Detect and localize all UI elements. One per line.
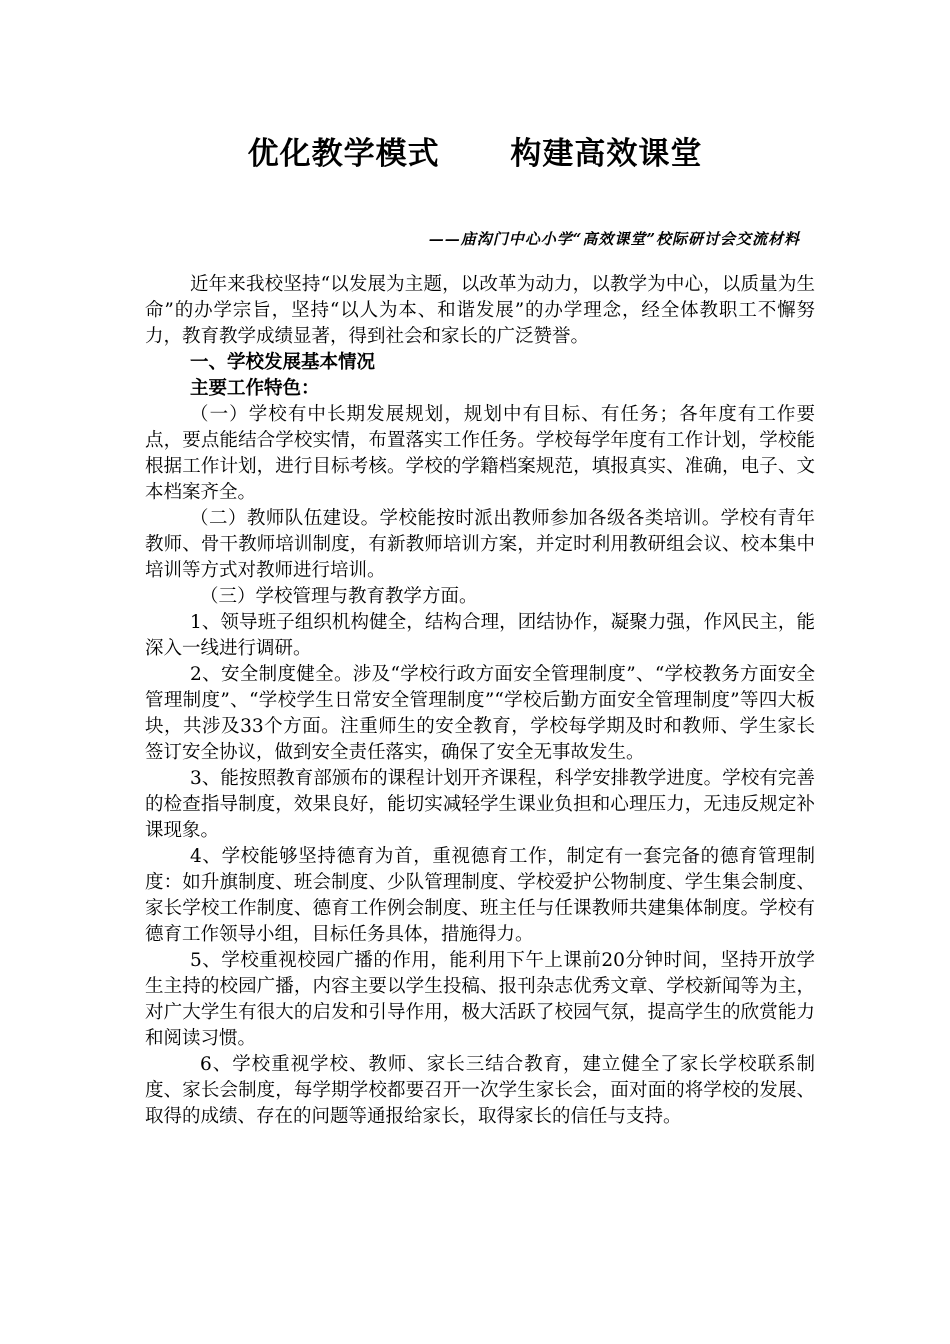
list-item-home-school: 6、学校重视学校、教师、家长三结合教育，建立健全了家长学校联系制度、家长会制度，每学期学校都要召开一次学生家长会，面对面的将学校的发展、取得的成绩、存在的问题等通报给家长，取得家长的信任与支持。 (145, 1054, 815, 1127)
list-item-broadcast: 5、学校重视校园广播的作用，能利用下午上课前20分钟时间，坚持开放学生主持的校园广播，内容主要以学生投稿、报刊杂志优秀文章、学校新闻等为主，对广大学生有很大的启发和引导作用，极大活跃了校园气氛，提高学生的欣赏能力和阅读习惯。 (145, 950, 815, 1049)
list-item-curriculum: 3、能按照教育部颁布的课程计划开齐课程，科学安排教学进度。学校有完善的检查指导制度，效果良好，能切实减轻学生课业负担和心理压力，无违反规定补课现象。 (145, 768, 815, 841)
list-item-safety: 2、安全制度健全。涉及“学校行政方面安全管理制度”、“学校教务方面安全管理制度”、“学校学生日常安全管理制度”“学校后勤方面安全管理制度”等四大板块，共涉及33个方面。注重师生的安全教育，学校每学期及时和教师、学生家长签订安全协议，做到安全责任落实，确保了安全无事故发生。 (145, 664, 815, 763)
paragraph-planning: （一）学校有中长期发展规划，规划中有目标、有任务；各年度有工作要点，要点能结合学校实情，布置落实工作任务。学校每学年度有工作计划，学校能根据工作计划，进行目标考核。学校的学籍档案规范，填报真实、准确，电子、文本档案齐全。 (145, 404, 815, 503)
document-subtitle: ——庙沟门中心小学“高效课堂”校际研讨会交流材料 (428, 230, 800, 248)
section-heading: 一、学校发展基本情况 (190, 352, 376, 373)
paragraph-teachers: （二）教师队伍建设。学校能按时派出教师参加各级各类培训。学校有青年教师、骨干教师培训制度，有新教师培训方案，并定时利用教研组会议、校本集中培训等方式对教师进行培训。 (145, 508, 815, 581)
paragraph-management: （三）学校管理与教育教学方面。 (200, 586, 478, 607)
intro-paragraph: 近年来我校坚持“以发展为主题，以改革为动力，以教学为中心，以质量为生命”的办学宗旨，坚持“以人为本、和谐发展”的办学理念，经全体教职工不懈努力，教育教学成绩显著，得到社会和家长的广泛赞誉。 (145, 274, 815, 347)
features-heading: 主要工作特色： (190, 378, 320, 399)
document-body (145, 272, 815, 1130)
document-title: 优化教学模式 构建高效课堂 (247, 136, 703, 172)
list-item-moral-education: 4、学校能够坚持德育为首，重视德育工作，制定有一套完备的德育管理制度：如升旗制度、班会制度、少队管理制度、学校爱护公物制度、学生集会制度、家长学校工作制度、德育工作例会制度、班主任与任课教师共建集体制度。学校有德育工作领导小组，目标任务具体，措施得力。 (145, 846, 815, 945)
list-item-leadership: 1、领导班子组织机构健全，结构合理，团结协作，凝聚力强，作风民主，能深入一线进行调研。 (145, 612, 815, 659)
